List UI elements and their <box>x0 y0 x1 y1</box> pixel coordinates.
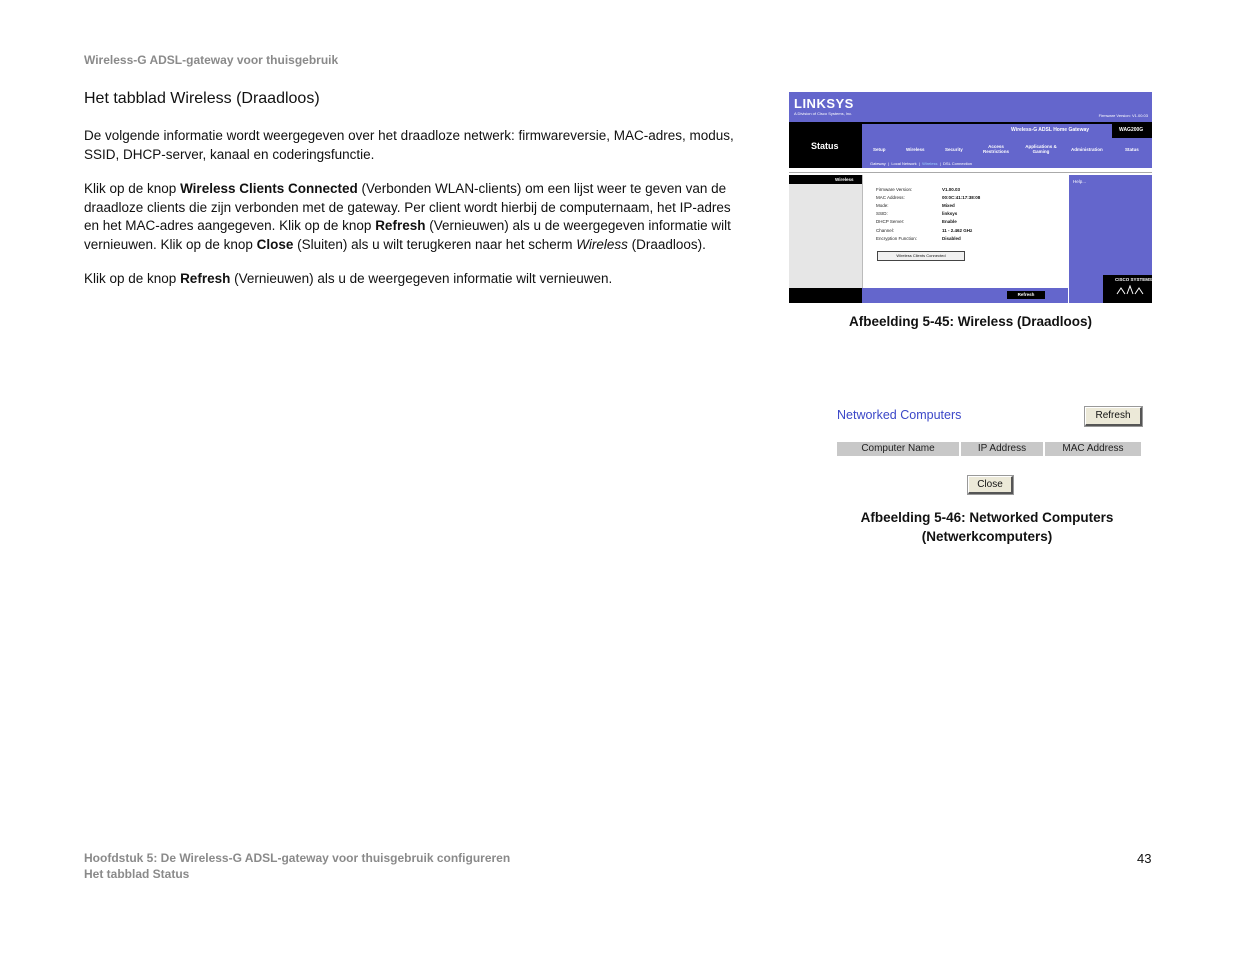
cisco-logo-text: CISCO SYSTEMS <box>1115 277 1152 282</box>
clients-table-header <box>837 442 1141 456</box>
subtab-gateway[interactable]: Gateway <box>870 161 886 166</box>
footer-section: Het tabblad Status <box>84 867 190 881</box>
nav-administration[interactable]: Administration <box>1071 147 1103 152</box>
help-link[interactable]: Help... <box>1073 179 1087 184</box>
networked-computers-screenshot <box>832 400 1146 500</box>
paragraph-2: Klik op de knop Wireless Clients Connected (Verbonden WLAN-clients) om een lijst weer te geven van de draadloze clients die zijn verbonden met de gateway. Per client wordt hierbij de computernaam, het IP-adres en het MAC-adres aangegeven. Klik op de knop Refresh (Vernieuwen) als u de weergegeven informatie wilt vernieuwen. Klik op de knop Close (Sluiten) als u wilt terugkeren naar het scherm Wireless (Draadloos). <box>84 181 731 252</box>
nav-access-restrictions[interactable]: Access Restrictions <box>982 144 1009 154</box>
paragraph-1: De volgende informatie wordt weergegeven over het draadloze netwerk: firmwareversie, MAC-adres, modus, SSID, DHCP-server, kanaal en coderingsfunctie. <box>84 128 734 162</box>
col-ip-address: IP Address <box>961 442 1045 456</box>
left-head-label: Wireless <box>835 177 854 182</box>
subtab-local-network[interactable]: Local Network <box>891 161 917 166</box>
wireless-status-screenshot: LINKSYS A Division of Cisco Systems, Inc. Firmware Version: V1.00.03 Status Wireless-G ADSL Home Gateway WAG200G Setup Wireless Security Access Restrictions Applications & Gaming Administration Status Gateway | Local Network | Wireless | DSL Connection Wireless Firmware Version: V1.00.03 MAC Address: 00:0C:41:17:38:08 Mode: Mixed SSID: linksys DHCP Server: Enable Channel: 11 - 2.462 GHz Encryption Function: Disabled Wireless Clients Connected Refresh Help... CISCO SYSTEMS <box>789 92 1152 303</box>
refresh-button[interactable]: Refresh <box>1085 407 1142 426</box>
caption-line-1: Afbeelding 5-46: Networked Computers <box>860 510 1114 525</box>
divider <box>789 172 1152 173</box>
left-bottom <box>789 288 862 303</box>
subtab-sep: | <box>888 161 890 166</box>
product-name: Wireless-G ADSL Home Gateway <box>1011 127 1090 133</box>
nav-setup[interactable]: Setup <box>873 147 886 152</box>
left-panel <box>789 175 862 288</box>
subtab-sep: | <box>939 161 941 166</box>
caption-figure-5-45: Afbeelding 5-45: Wireless (Draadloos) <box>849 314 1092 329</box>
col-computer-name: Computer Name <box>837 442 961 456</box>
cisco-bars-icon <box>1115 285 1145 295</box>
paragraph-3: Klik op de knop Refresh (Vernieuwen) als u de weergegeven informatie wilt vernieuwen. <box>84 271 613 286</box>
networked-computers-title: Networked Computers <box>837 408 962 422</box>
sub-tabs <box>870 160 972 168</box>
close-button[interactable]: Close <box>968 476 1013 494</box>
subtab-wireless[interactable]: Wireless <box>922 161 938 166</box>
nav-security[interactable]: Security <box>945 147 963 152</box>
subtab-sep: | <box>918 161 920 166</box>
nav-wireless[interactable]: Wireless <box>906 147 925 152</box>
col-mac-address: MAC Address <box>1045 442 1141 456</box>
section-title-status: Status <box>811 141 839 151</box>
page-number: 43 <box>1137 851 1152 866</box>
subtab-dsl-connection[interactable]: DSL Connection <box>943 161 973 166</box>
nav-status[interactable]: Status <box>1125 147 1139 152</box>
logo-subtitle: A Division of Cisco Systems, Inc. <box>794 111 853 116</box>
linksys-logo: LINKSYS <box>794 96 854 111</box>
refresh-button-mini[interactable]: Refresh <box>1007 291 1045 299</box>
caption-line-2: (Netwerkcomputers) <box>921 529 1053 544</box>
footer-chapter: Hoofdstuk 5: De Wireless-G ADSL-gateway voor thuisgebruik configureren <box>84 851 511 865</box>
model-number: WAG200G <box>1119 127 1144 133</box>
caption-figure-5-46 <box>822 508 1152 546</box>
nav-applications-gaming[interactable]: Applications & Gaming <box>1025 144 1057 154</box>
firmware-top: Firmware Version: V1.00.03 <box>1098 113 1148 118</box>
section-title: Het tabblad Wireless (Draadloos) <box>84 90 320 107</box>
wireless-clients-connected-button[interactable]: Wireless Clients Connected <box>877 251 965 261</box>
running-head: Wireless-G ADSL-gateway voor thuisgebruik <box>84 53 339 67</box>
